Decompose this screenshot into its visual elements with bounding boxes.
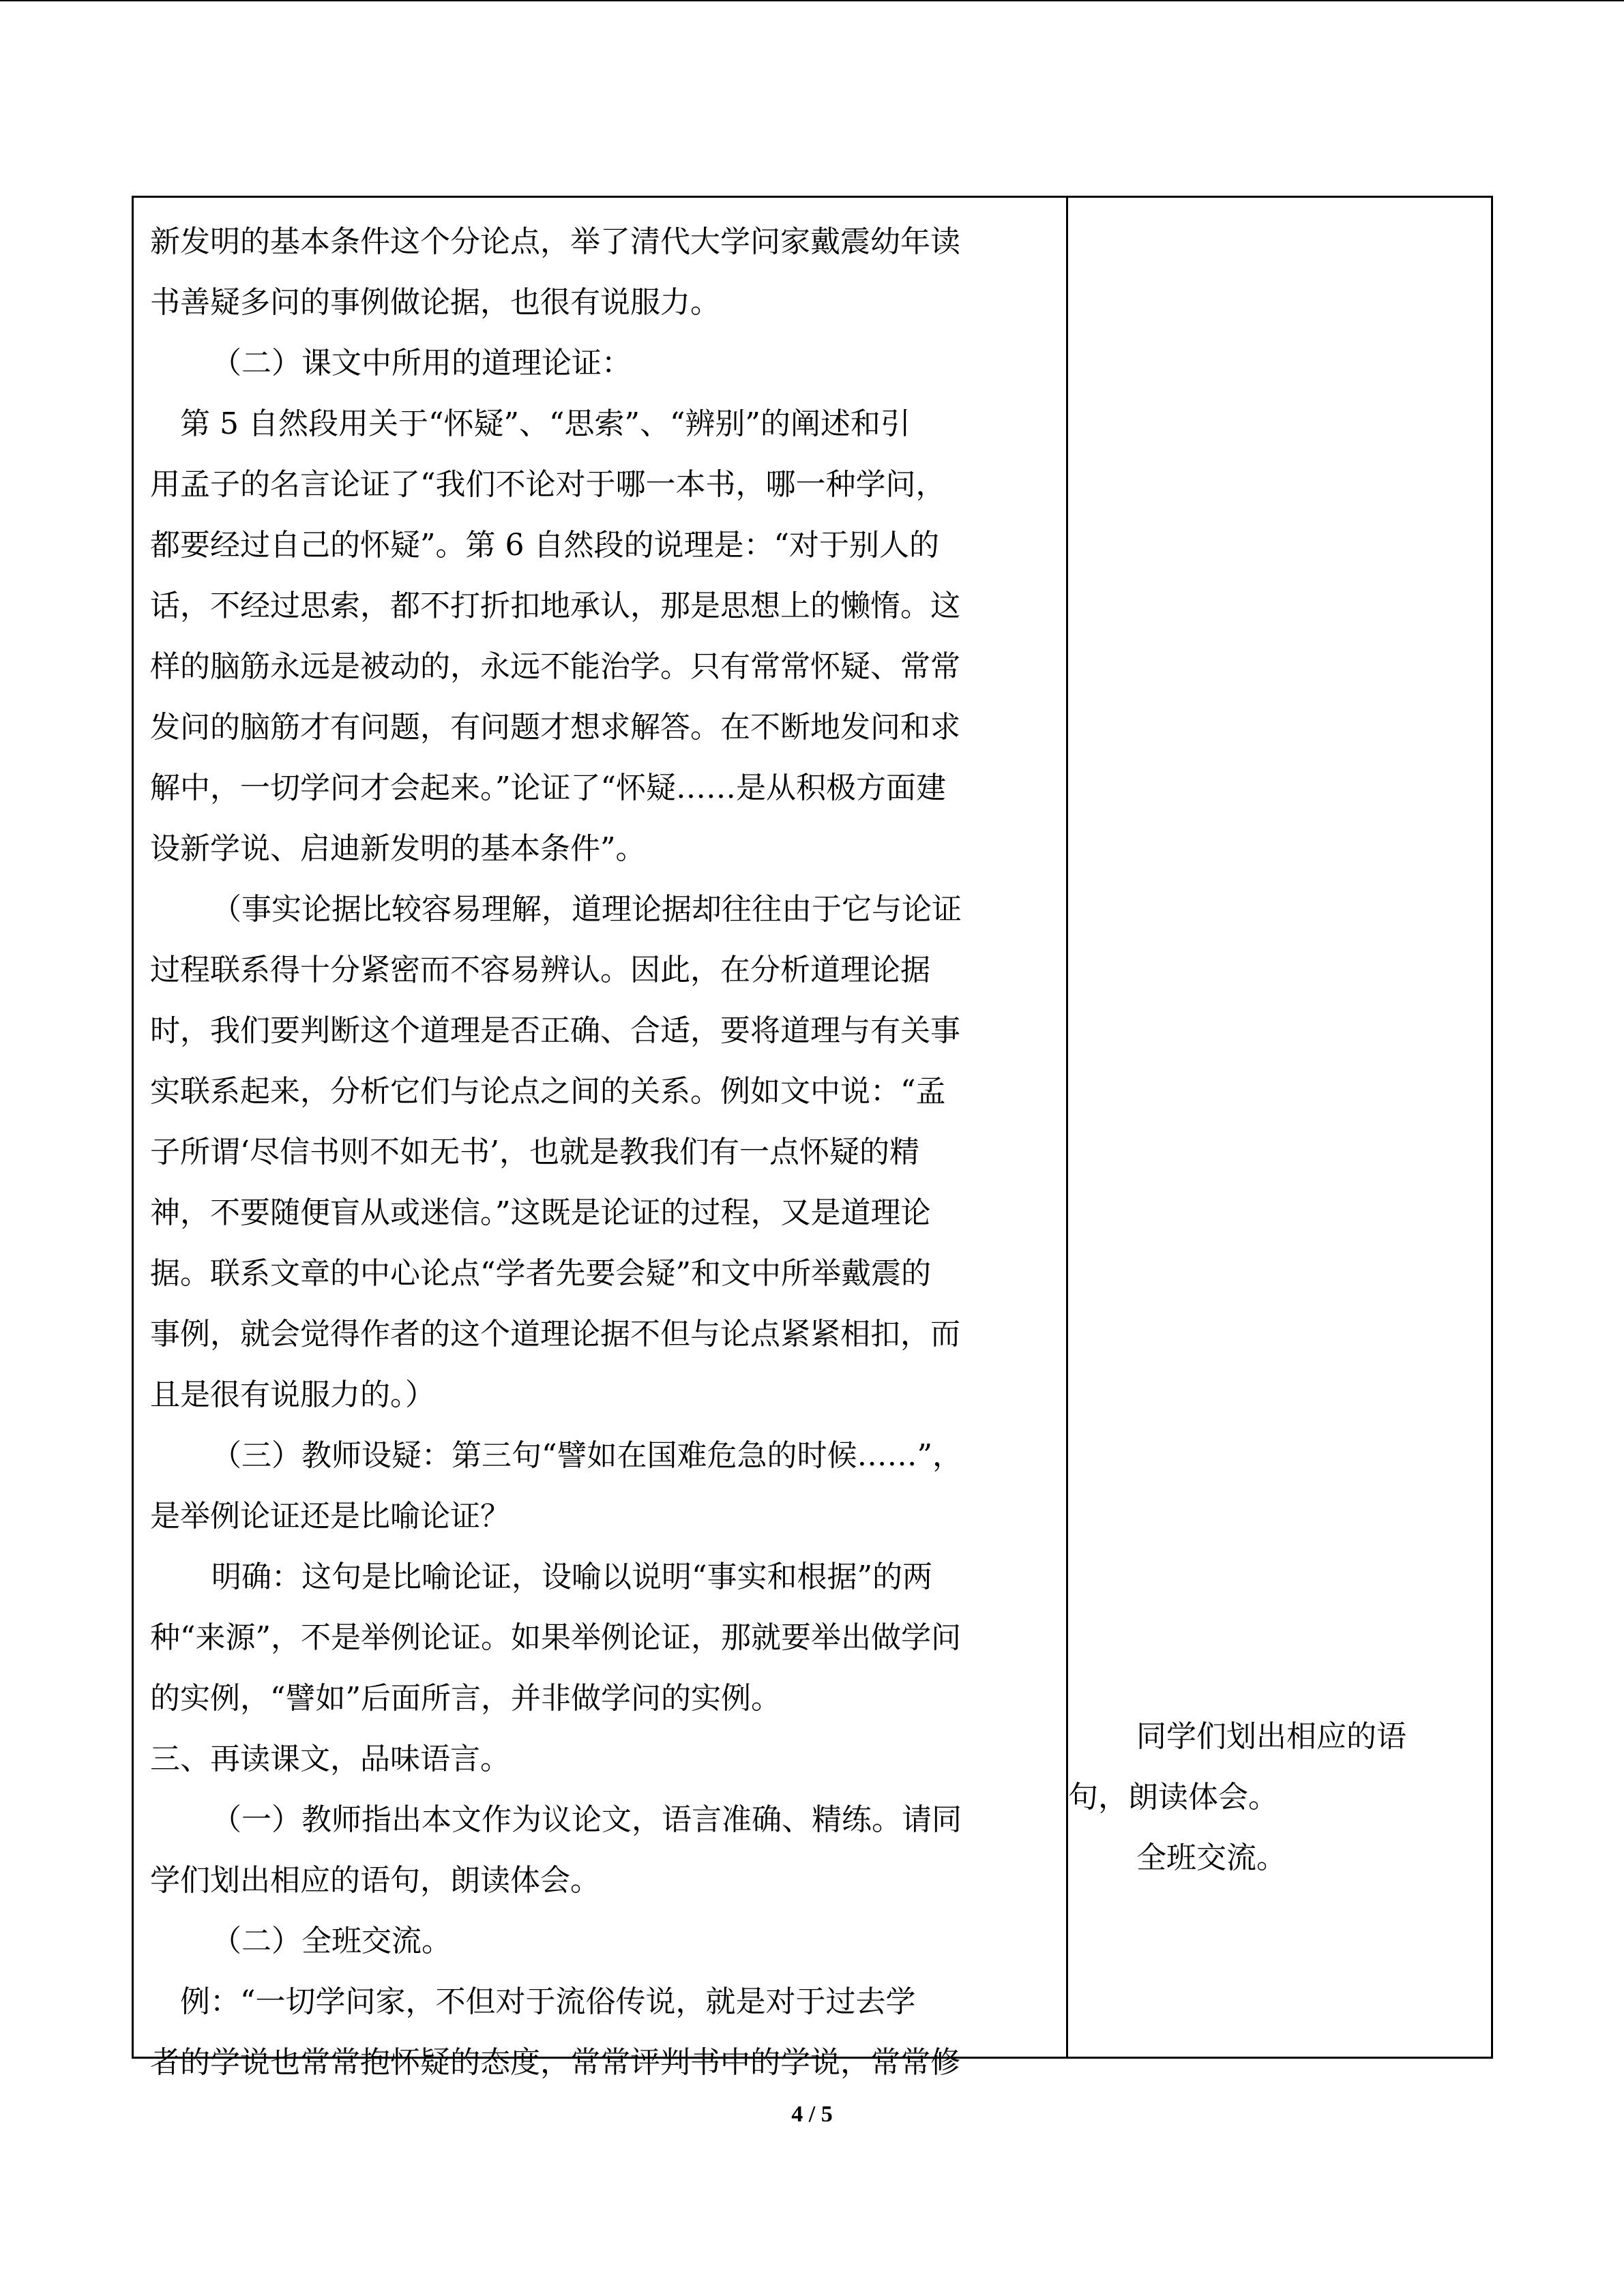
text-line: 子所谓‘尽信书则不如无书’，也就是教我们有一点怀疑的精 xyxy=(150,1135,919,1169)
text-line: 书善疑多问的事例做论据，也很有说服力。 xyxy=(150,285,720,320)
page-top-rule xyxy=(0,0,1624,1)
text-line: 过程联系得十分紧密而不容易辨认。因此，在分析道理论据 xyxy=(150,953,930,987)
text-line: 样的脑筋永远是被动的，永远不能治学。只有常常怀疑、常常 xyxy=(150,649,960,684)
teaching-content-column xyxy=(134,198,1068,2080)
text-line: 例：“一切学问家，不但对于流俗传说，就是对于过去学 xyxy=(180,1984,916,2019)
text-line: 神，不要随便盲从或迷信。”这既是论证的过程，又是道理论 xyxy=(150,1195,931,1230)
text-line: 据。联系文章的中心论点“学者先要会疑”和文中所举戴震的 xyxy=(150,1256,931,1291)
text-line: （二）全班交流。 xyxy=(211,1924,452,1958)
text-line: 的实例，“譬如”后面所言，并非做学问的实例。 xyxy=(150,1681,781,1716)
page-number: 4 / 5 xyxy=(791,2102,833,2127)
text-line: 事例，就会觉得作者的这个道理论据不但与论点紧紧相扣，而 xyxy=(150,1317,960,1352)
text-line: 种“来源”，不是举例论证。如果举例论证，那就要举出做学问 xyxy=(150,1620,961,1655)
student-activity-block xyxy=(1068,1706,1406,1888)
text-line: （事实论据比较容易理解，道理论据却往往由于它与论证 xyxy=(211,892,962,927)
text-line: （三）教师设疑：第三句“譬如在国难危急的时候……”， xyxy=(211,1438,962,1473)
text-line: 都要经过自己的怀疑”。第 6 自然段的说理是：“对于别人的 xyxy=(150,528,939,563)
text-line: 实联系起来，分析它们与论点之间的关系。例如文中说：“孟 xyxy=(150,1074,946,1109)
text-line: 是举例论证还是比喻论证？ xyxy=(150,1499,510,1534)
text-line: 且是很有说服力的。） xyxy=(150,1377,435,1412)
activity-line: 同学们划出相应的语 xyxy=(1136,1719,1406,1754)
activity-line: 全班交流。 xyxy=(1136,1840,1286,1875)
section-heading: 三、再读课文，品味语言。 xyxy=(150,1742,510,1776)
text-line: 学们划出相应的语句，朗读体会。 xyxy=(150,1863,600,1898)
text-line: 设新学说、启迪新发明的基本条件”。 xyxy=(150,831,646,866)
content-table xyxy=(132,196,1493,2080)
text-line: 话，不经过思索，都不打折扣地承认，那是思想上的懒惰。这 xyxy=(150,588,960,623)
text-line: （二）课文中所用的道理论证： xyxy=(211,346,632,381)
text-line: 明确：这句是比喻论证，设喻以说明“事实和根据”的两 xyxy=(211,1560,932,1594)
text-line: （一）教师指出本文作为议论文，语言准确、精练。请同 xyxy=(211,1802,962,1837)
student-activity-column xyxy=(1068,198,1491,2057)
text-line: 发问的脑筋才有问题，有问题才想求解答。在不断地发问和求 xyxy=(150,710,960,745)
text-line: 新发明的基本条件这个分论点，举了清代大学问家戴震幼年读 xyxy=(150,224,960,259)
text-line: 第 5 自然段用关于“怀疑”、“思索”、“辨别”的阐述和引 xyxy=(180,406,911,441)
text-line: 解中，一切学问才会起来。”论证了“怀疑……是从积极方面建 xyxy=(150,771,946,805)
activity-line: 句，朗读体会。 xyxy=(1068,1780,1278,1815)
text-line: 者的学说也常常抱怀疑的态度，常常评判书中的学说，常常修 xyxy=(150,2045,960,2080)
text-line: 用孟子的名言论证了“我们不论对于哪一本书，哪一种学问， xyxy=(150,467,946,502)
text-line: 时，我们要判断这个道理是否正确、合适，要将道理与有关事 xyxy=(150,1013,960,1048)
